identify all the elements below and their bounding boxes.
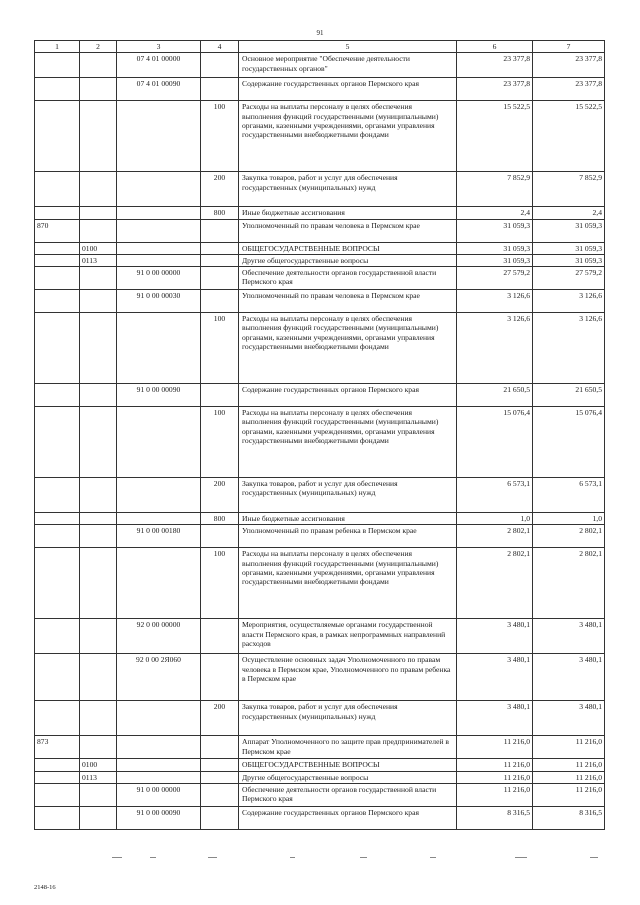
admin-code-cell (35, 525, 80, 548)
section-code-cell (80, 478, 117, 513)
admin-code-cell (35, 267, 80, 290)
expense-type-cell: 100 (201, 313, 239, 384)
expense-type-cell (201, 290, 239, 313)
expense-type-cell: 100 (201, 101, 239, 172)
section-code-cell (80, 172, 117, 207)
section-code-cell (80, 101, 117, 172)
amount-year2-cell: 2 802,1 (533, 525, 605, 548)
expense-name-cell: Расходы на выплаты персоналу в целях обеспечения выполнения функций государственными (муниципальными) органами, казенными учреждениями, органами управления государственными внебюджетными фондами (239, 101, 457, 172)
amount-year1-cell: 15 522,5 (457, 101, 533, 172)
expense-name-cell: Иные бюджетные ассигнования (239, 207, 457, 219)
amount-year1-cell: 31 059,3 (457, 242, 533, 254)
expense-name-cell: Другие общегосударственные вопросы (239, 771, 457, 783)
amount-year2-cell: 3 126,6 (533, 290, 605, 313)
amount-year1-cell: 21 650,5 (457, 384, 533, 407)
amount-year1-cell: 2,4 (457, 207, 533, 219)
amount-year1-cell: 3 480,1 (457, 654, 533, 701)
amount-year2-cell: 6 573,1 (533, 478, 605, 513)
amount-year2-cell: 11 216,0 (533, 771, 605, 783)
expense-name-cell: Аппарат Уполномоченного по защите прав предпринимателей в Пермском крае (239, 736, 457, 759)
table-row (35, 407, 605, 478)
admin-code-cell (35, 701, 80, 736)
expense-type-cell (201, 759, 239, 771)
expense-type-cell (201, 783, 239, 806)
expense-name-cell: ОБЩЕГОСУДАРСТВЕННЫЕ ВОПРОСЫ (239, 759, 457, 771)
expense-name-cell: Осуществление основных задач Уполномоченного по правам человека в Пермском крае, Уполномоченного по правам ребенка в Пермском крае (239, 654, 457, 701)
admin-code-cell (35, 771, 80, 783)
section-code-cell (80, 384, 117, 407)
expense-name-cell: Обеспечение деятельности органов государственной власти Пермского края (239, 267, 457, 290)
table-row (35, 783, 605, 806)
expense-type-cell (201, 267, 239, 290)
expense-type-cell (201, 806, 239, 829)
target-article-cell: 92 0 00 00000 (117, 619, 201, 654)
table-row (35, 619, 605, 654)
amount-year2-cell: 27 579,2 (533, 267, 605, 290)
target-article-cell (117, 219, 201, 242)
expense-name-cell: Закупка товаров, работ и услуг для обеспечения государственных (муниципальных) нужд (239, 701, 457, 736)
admin-code-cell (35, 806, 80, 829)
table-row (35, 207, 605, 219)
amount-year2-cell: 11 216,0 (533, 736, 605, 759)
amount-year1-cell: 11 216,0 (457, 736, 533, 759)
amount-year2-cell: 11 216,0 (533, 783, 605, 806)
header-cell: 6 (457, 41, 533, 53)
expense-name-cell: Обеспечение деятельности органов государственной власти Пермского края (239, 783, 457, 806)
expense-type-cell: 800 (201, 207, 239, 219)
table-row (35, 254, 605, 266)
table-row (35, 267, 605, 290)
section-code-cell: 0113 (80, 254, 117, 266)
table-row (35, 513, 605, 525)
expense-type-cell (201, 242, 239, 254)
expense-name-cell: Уполномоченный по правам человека в Пермском крае (239, 290, 457, 313)
expense-type-cell: 200 (201, 701, 239, 736)
table-row (35, 101, 605, 172)
target-article-cell: 91 0 00 00090 (117, 806, 201, 829)
expense-name-cell: Содержание государственных органов Пермского края (239, 806, 457, 829)
expense-type-cell (201, 619, 239, 654)
target-article-cell (117, 172, 201, 207)
table-row (35, 172, 605, 207)
section-code-cell (80, 313, 117, 384)
admin-code-cell (35, 172, 80, 207)
amount-year1-cell: 15 076,4 (457, 407, 533, 478)
amount-year1-cell: 7 852,9 (457, 172, 533, 207)
amount-year1-cell: 23 377,8 (457, 53, 533, 78)
amount-year2-cell: 2 802,1 (533, 548, 605, 619)
table-row (35, 701, 605, 736)
target-article-cell: 91 0 00 00000 (117, 783, 201, 806)
table-row (35, 759, 605, 771)
section-code-cell (80, 219, 117, 242)
target-article-cell (117, 759, 201, 771)
target-article-cell (117, 478, 201, 513)
expense-name-cell: Основное мероприятие "Обеспечение деятельности государственных органов" (239, 53, 457, 78)
expense-type-cell: 200 (201, 478, 239, 513)
document-code: 2148-16 (34, 884, 56, 891)
expense-name-cell: Содержание государственных органов Пермского края (239, 78, 457, 101)
admin-code-cell (35, 254, 80, 266)
section-code-cell (80, 267, 117, 290)
amount-year1-cell: 27 579,2 (457, 267, 533, 290)
expense-type-cell (201, 771, 239, 783)
admin-code-cell (35, 619, 80, 654)
expense-name-cell: Мероприятия, осуществляемые органами государственной власти Пермского края, в рамках непрограммных направлений расходов (239, 619, 457, 654)
target-article-cell (117, 701, 201, 736)
target-article-cell (117, 771, 201, 783)
table-row (35, 654, 605, 701)
admin-code-cell (35, 101, 80, 172)
section-code-cell: 0113 (80, 771, 117, 783)
target-article-cell: 91 0 00 00030 (117, 290, 201, 313)
admin-code-cell (35, 548, 80, 619)
amount-year1-cell: 3 480,1 (457, 619, 533, 654)
amount-year1-cell: 11 216,0 (457, 771, 533, 783)
table-row (35, 242, 605, 254)
expense-type-cell (201, 654, 239, 701)
amount-year2-cell: 23 377,8 (533, 78, 605, 101)
amount-year1-cell: 31 059,3 (457, 219, 533, 242)
admin-code-cell (35, 478, 80, 513)
target-article-cell (117, 101, 201, 172)
section-code-cell (80, 701, 117, 736)
header-cell: 7 (533, 41, 605, 53)
section-code-cell (80, 407, 117, 478)
expense-name-cell: Закупка товаров, работ и услуг для обеспечения государственных (муниципальных) нужд (239, 478, 457, 513)
header-cell: 3 (117, 41, 201, 53)
expense-type-cell: 100 (201, 548, 239, 619)
expense-type-cell (201, 78, 239, 101)
section-code-cell: 0100 (80, 242, 117, 254)
table-row (35, 384, 605, 407)
admin-code-cell (35, 290, 80, 313)
section-code-cell (80, 78, 117, 101)
expense-name-cell: Закупка товаров, работ и услуг для обеспечения государственных (муниципальных) нужд (239, 172, 457, 207)
amount-year2-cell: 15 522,5 (533, 101, 605, 172)
table-row (35, 525, 605, 548)
expense-name-cell: Содержание государственных органов Пермского края (239, 384, 457, 407)
amount-year2-cell: 2,4 (533, 207, 605, 219)
expense-name-cell: Уполномоченный по правам человека в Пермском крае (239, 219, 457, 242)
admin-code-cell (35, 783, 80, 806)
header-cell: 2 (80, 41, 117, 53)
expense-type-cell (201, 254, 239, 266)
admin-code-cell (35, 513, 80, 525)
expense-name-cell: ОБЩЕГОСУДАРСТВЕННЫЕ ВОПРОСЫ (239, 242, 457, 254)
amount-year2-cell: 8 316,5 (533, 806, 605, 829)
page-number: 91 (316, 29, 324, 37)
table-row (35, 290, 605, 313)
admin-code-cell (35, 78, 80, 101)
section-code-cell (80, 783, 117, 806)
table-row (35, 219, 605, 242)
target-article-cell: 91 0 00 00180 (117, 525, 201, 548)
amount-year2-cell: 1,0 (533, 513, 605, 525)
section-code-cell (80, 53, 117, 78)
expense-name-cell: Расходы на выплаты персоналу в целях обеспечения выполнения функций государственными (муниципальными) органами, казенными учреждениями, органами управления государственными внебюджетными фондами (239, 407, 457, 478)
amount-year2-cell: 11 216,0 (533, 759, 605, 771)
amount-year2-cell: 31 059,3 (533, 219, 605, 242)
target-article-cell: 91 0 00 00090 (117, 384, 201, 407)
target-article-cell (117, 407, 201, 478)
table-row (35, 53, 605, 78)
amount-year2-cell: 15 076,4 (533, 407, 605, 478)
expense-type-cell: 800 (201, 513, 239, 525)
budget-table (34, 40, 605, 830)
admin-code-cell (35, 53, 80, 78)
amount-year2-cell: 3 480,1 (533, 701, 605, 736)
target-article-cell: 07 4 01 00090 (117, 78, 201, 101)
table-row (35, 771, 605, 783)
admin-code-cell (35, 242, 80, 254)
amount-year2-cell: 21 650,5 (533, 384, 605, 407)
section-code-cell (80, 290, 117, 313)
admin-code-cell (35, 313, 80, 384)
target-article-cell: 07 4 01 00000 (117, 53, 201, 78)
target-article-cell (117, 207, 201, 219)
expense-type-cell: 100 (201, 407, 239, 478)
scan-artifact-marks (0, 857, 640, 863)
header-row (35, 41, 605, 53)
expense-type-cell (201, 525, 239, 548)
amount-year2-cell: 3 480,1 (533, 654, 605, 701)
amount-year1-cell: 3 126,6 (457, 290, 533, 313)
target-article-cell: 92 0 00 2Я060 (117, 654, 201, 701)
amount-year2-cell: 3 126,6 (533, 313, 605, 384)
target-article-cell (117, 513, 201, 525)
table-row (35, 478, 605, 513)
expense-type-cell (201, 384, 239, 407)
table-row (35, 313, 605, 384)
target-article-cell (117, 548, 201, 619)
header-cell: 5 (239, 41, 457, 53)
table-row (35, 806, 605, 829)
amount-year2-cell: 31 059,3 (533, 254, 605, 266)
expense-type-cell: 200 (201, 172, 239, 207)
amount-year1-cell: 2 802,1 (457, 548, 533, 619)
amount-year1-cell: 31 059,3 (457, 254, 533, 266)
expense-type-cell (201, 53, 239, 78)
section-code-cell (80, 654, 117, 701)
target-article-cell (117, 736, 201, 759)
admin-code-cell: 870 (35, 219, 80, 242)
expense-type-cell (201, 736, 239, 759)
amount-year2-cell: 7 852,9 (533, 172, 605, 207)
admin-code-cell (35, 407, 80, 478)
section-code-cell: 0100 (80, 759, 117, 771)
section-code-cell (80, 548, 117, 619)
table-row (35, 78, 605, 101)
expense-name-cell: Расходы на выплаты персоналу в целях обеспечения выполнения функций государственными (муниципальными) органами, казенными учреждениями, органами управления государственными внебюджетными фондами (239, 548, 457, 619)
admin-code-cell (35, 384, 80, 407)
admin-code-cell: 873 (35, 736, 80, 759)
admin-code-cell (35, 759, 80, 771)
admin-code-cell (35, 654, 80, 701)
section-code-cell (80, 513, 117, 525)
amount-year1-cell: 2 802,1 (457, 525, 533, 548)
section-code-cell (80, 736, 117, 759)
amount-year1-cell: 8 316,5 (457, 806, 533, 829)
expense-name-cell: Другие общегосударственные вопросы (239, 254, 457, 266)
section-code-cell (80, 525, 117, 548)
target-article-cell (117, 242, 201, 254)
amount-year2-cell: 3 480,1 (533, 619, 605, 654)
expense-type-cell (201, 219, 239, 242)
amount-year2-cell: 31 059,3 (533, 242, 605, 254)
table-body (35, 53, 605, 830)
table-row (35, 736, 605, 759)
amount-year1-cell: 1,0 (457, 513, 533, 525)
amount-year2-cell: 23 377,8 (533, 53, 605, 78)
header-cell: 1 (35, 41, 80, 53)
section-code-cell (80, 806, 117, 829)
amount-year1-cell: 11 216,0 (457, 783, 533, 806)
amount-year1-cell: 3 480,1 (457, 701, 533, 736)
section-code-cell (80, 207, 117, 219)
amount-year1-cell: 6 573,1 (457, 478, 533, 513)
target-article-cell (117, 254, 201, 266)
expense-name-cell: Иные бюджетные ассигнования (239, 513, 457, 525)
amount-year1-cell: 3 126,6 (457, 313, 533, 384)
header-cell: 4 (201, 41, 239, 53)
expense-name-cell: Уполномоченный по правам ребенка в Пермском крае (239, 525, 457, 548)
admin-code-cell (35, 207, 80, 219)
expense-name-cell: Расходы на выплаты персоналу в целях обеспечения выполнения функций государственными (муниципальными) органами, казенными учреждениями, органами управления государственными внебюджетными фондами (239, 313, 457, 384)
table-row (35, 548, 605, 619)
amount-year1-cell: 11 216,0 (457, 759, 533, 771)
target-article-cell (117, 313, 201, 384)
amount-year1-cell: 23 377,8 (457, 78, 533, 101)
target-article-cell: 91 0 00 00000 (117, 267, 201, 290)
section-code-cell (80, 619, 117, 654)
